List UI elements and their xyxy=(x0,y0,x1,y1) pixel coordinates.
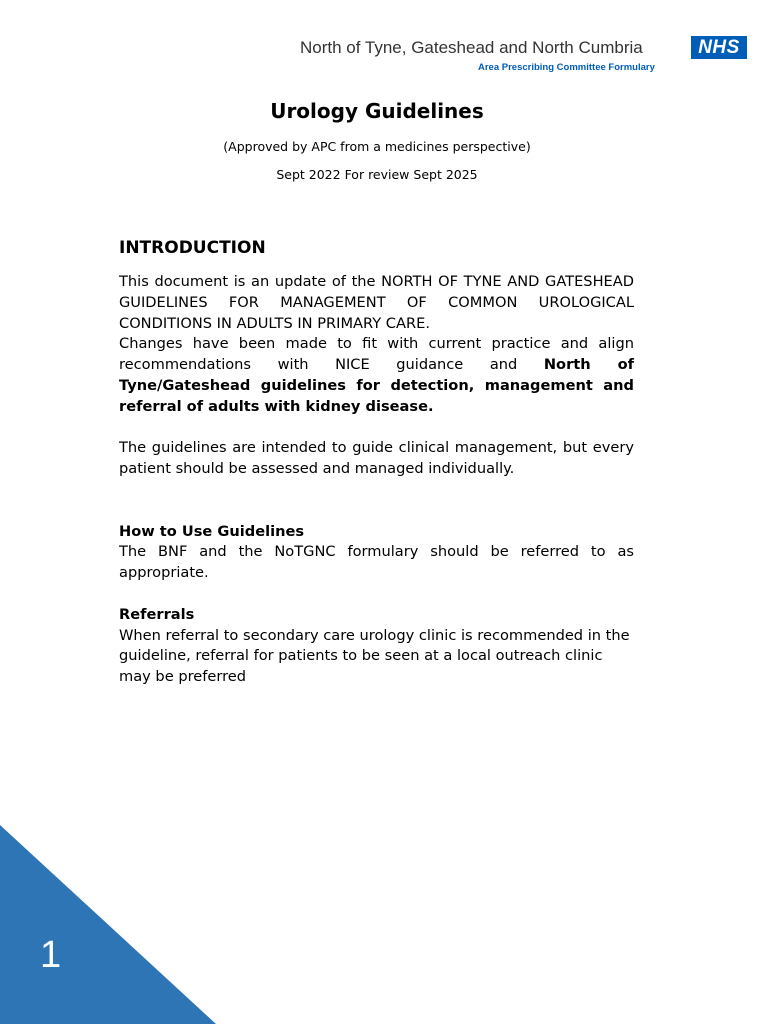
kidney-guidelines-reference: North of Tyne/Gateshead guidelines for detection, management and referral of adults with kidney disease. xyxy=(119,356,634,415)
header-org-name: North of Tyne, Gateshead and North Cumbria xyxy=(300,38,643,57)
intro-paragraph-1: This document is an update of the NORTH OF TYNE AND GATESHEAD GUIDELINES FOR MANAGEMENT OF COMMON UROLOGICAL CONDITIONS IN ADULTS IN PRIMARY CARE. xyxy=(119,273,634,332)
referrals-heading: Referrals xyxy=(119,605,195,623)
intro-paragraph-2 xyxy=(119,334,634,417)
intro-paragraph-3: The guidelines are intended to guide clinical management, but every patient should be assessed and managed individually. xyxy=(119,439,634,478)
corner-triangle xyxy=(0,825,216,1024)
how-to-use-heading: How to Use Guidelines xyxy=(119,522,305,540)
intro-paragraph-2-text: Changes have been made to fit with current practice and align recommendations with NICE guidance and xyxy=(119,335,634,374)
document-title: Urology Guidelines xyxy=(270,99,484,123)
header-subtitle: Area Prescribing Committee Formulary xyxy=(478,62,655,73)
review-date: Sept 2022 For review Sept 2025 xyxy=(276,167,478,182)
document-body xyxy=(119,236,634,688)
page-number: 1 xyxy=(40,934,62,976)
introduction-heading: INTRODUCTION xyxy=(119,238,266,258)
referrals-text: When referral to secondary care urology clinic is recommended in the guideline, referral for patients to be seen at a local outreach clinic may be preferred xyxy=(119,626,630,686)
approval-note: (Approved by APC from a medicines perspective) xyxy=(223,139,531,154)
how-to-use-text: The BNF and the NoTGNC formulary should be referred to as appropriate. xyxy=(119,543,634,582)
corner-triangle-shape xyxy=(0,825,216,1024)
nhs-logo: NHS xyxy=(691,36,747,59)
